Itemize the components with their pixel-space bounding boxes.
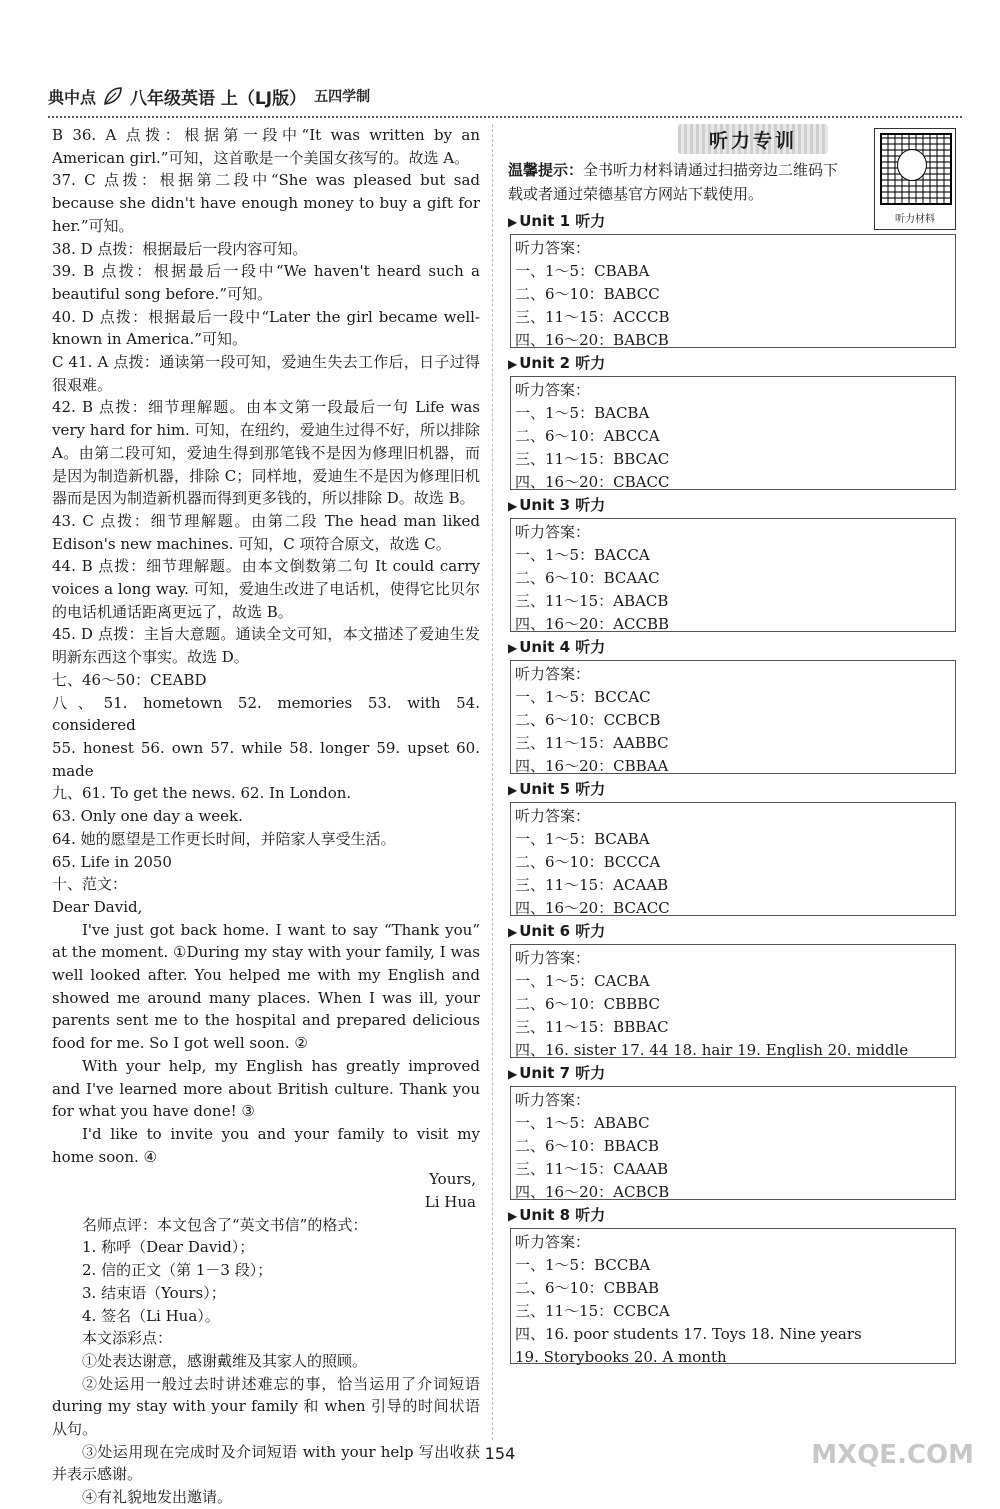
left-paragraph: ①处表达谢意，感谢戴维及其家人的照顾。	[82, 1351, 368, 1370]
unit-heading	[508, 776, 956, 802]
unit-title: Unit 5 听力	[519, 780, 606, 798]
answer-box	[510, 234, 956, 348]
section-title: 听力专训	[678, 124, 828, 154]
answer-line: 一、1～5：BCCBA	[515, 1256, 651, 1274]
unit-title: Unit 8 听力	[519, 1206, 606, 1224]
unit-block	[508, 634, 956, 774]
left-paragraph: 七、46～50：CEABD	[52, 670, 207, 689]
book-title: 八年级英语 上（LJ版）	[130, 88, 307, 109]
unit-heading	[508, 492, 956, 518]
header-divider	[48, 116, 962, 118]
left-paragraph: 65. Life in 2050	[52, 852, 172, 871]
answer-line: 四、16～20：CBBAA	[515, 757, 669, 775]
unit-block	[508, 918, 956, 1058]
tip-note	[508, 158, 848, 206]
triangle-icon: ▶	[508, 641, 518, 655]
left-paragraph: 名师点评：本文包含了“英文书信”的格式：	[82, 1215, 368, 1234]
left-paragraph: With your help, my English has greatly improved and I've learned more about British culture. Thank you for what you have done! ③	[52, 1056, 480, 1121]
triangle-icon: ▶	[508, 783, 518, 797]
answer-line: 三、11～15：ACCCB	[515, 308, 670, 326]
triangle-icon: ▶	[508, 1067, 518, 1081]
answer-line: 一、1～5：BCABA	[515, 830, 650, 848]
left-paragraph: 37. C 点拨：根据第二段中“She was pleased but sad because she didn't have enough money to buy a gift for her.”可知。	[52, 171, 480, 235]
answer-label: 听力答案：	[515, 807, 591, 825]
answer-line: 19. Storybooks 20. A month	[515, 1348, 727, 1366]
left-paragraph: 45. D 点拨：主旨大意题。通读全文可知，本文描述了爱迪生发明新东西这个事实。故选 D。	[52, 625, 480, 667]
left-paragraph: I'd like to invite you and your family to visit my home soon. ④	[52, 1124, 480, 1166]
unit-heading	[508, 634, 956, 660]
unit-heading	[508, 1202, 956, 1228]
answer-line: 一、1～5：BCCAC	[515, 688, 651, 706]
left-paragraph: 八、51. hometown 52. memories 53. with 54. considered	[52, 693, 480, 735]
triangle-icon: ▶	[508, 215, 518, 229]
left-paragraph: 4. 签名（Li Hua）。	[82, 1306, 220, 1325]
answer-line: 四、16～20：CBACC	[515, 473, 670, 491]
watermark: MXQE.COM	[811, 1440, 974, 1470]
left-paragraph: 64. 她的愿望是工作更长时间，并陪家人享受生活。	[52, 829, 396, 848]
triangle-icon: ▶	[508, 357, 518, 371]
unit-title: Unit 7 听力	[519, 1064, 606, 1082]
unit-heading	[508, 1060, 956, 1086]
answer-box	[510, 1228, 956, 1364]
leaf-icon	[102, 85, 124, 107]
answer-line: 三、11～15：CAAAB	[515, 1160, 669, 1178]
unit-title: Unit 2 听力	[519, 354, 606, 372]
book-subtitle: 五四学制	[314, 89, 371, 105]
answer-label: 听力答案：	[515, 239, 591, 257]
answer-label: 听力答案：	[515, 665, 591, 683]
answer-line: 四、16～20：BABCB	[515, 331, 669, 349]
left-paragraph: 42. B 点拨：细节理解题。由本文第一段最后一句 Life was very hard for him. 可知，在纽约，爱迪生过得不好，所以排除 A。由第二段可知，爱迪生得到那笔钱不是因为修理旧机器，而是因为制造新机器，排除 C；同样地，爱迪生不是因为修理旧机器而是因为制造新机器而得到更多钱的，所以排除 D。故选 B。	[52, 398, 480, 508]
answer-line: 四、16～20：ACBCB	[515, 1183, 670, 1201]
answer-explanations-column	[52, 124, 480, 1509]
left-paragraph: Yours,	[429, 1170, 476, 1189]
listening-answers-column	[508, 124, 956, 1364]
triangle-icon: ▶	[508, 1209, 518, 1223]
left-paragraph: Dear David,	[52, 897, 143, 916]
left-paragraph: 九、61. To get the news. 62. In London.	[52, 784, 352, 803]
answer-label: 听力答案：	[515, 949, 591, 967]
answer-line: 四、16～20：BCACC	[515, 899, 670, 917]
left-paragraph: 40. D 点拨：根据最后一段中“Later the girl became well-known in America.”可知。	[52, 307, 480, 349]
answer-label: 听力答案：	[515, 523, 591, 541]
answer-line: 一、1～5：ABABC	[515, 1114, 650, 1132]
answer-box	[510, 1086, 956, 1200]
unit-block	[508, 492, 956, 632]
answer-box	[510, 376, 956, 490]
left-paragraph: B 36. A 点拨：根据第一段中“It was written by an American girl.”可知，这首歌是一个美国女孩写的。故选 A。	[52, 126, 480, 167]
unit-title: Unit 1 听力	[519, 212, 606, 230]
left-paragraph: Li Hua	[424, 1193, 476, 1212]
page-number: 154	[484, 1444, 516, 1463]
book-logo: 典中点	[48, 87, 97, 107]
answer-line: 三、11～15：AABBC	[515, 734, 669, 752]
unit-block	[508, 776, 956, 916]
left-paragraph: ④有礼貌地发出邀请。	[82, 1488, 233, 1507]
answer-line: 一、1～5：CACBA	[515, 972, 650, 990]
left-paragraph: ②处运用一般过去时讲述难忘的事，恰当运用了介词短语 during my stay with your family 和 when 引导的时间状语从句。	[52, 1374, 480, 1439]
unit-heading	[508, 350, 956, 376]
answer-box	[510, 802, 956, 916]
answer-line: 三、11～15：ABACB	[515, 592, 669, 610]
answer-line: 二、6～10：ABCCA	[515, 427, 660, 445]
column-divider	[492, 124, 493, 1440]
left-paragraph: C 41. A 点拨：通读第一段可知，爱迪生失去工作后，日子过得很艰难。	[52, 353, 480, 394]
left-paragraph: 2. 信的正文（第 1－3 段）；	[82, 1261, 273, 1280]
answer-line: 一、1～5：BACBA	[515, 404, 650, 422]
answer-line: 二、6～10：BBACB	[515, 1137, 660, 1155]
answer-line: 二、6～10：BCCCA	[515, 853, 661, 871]
answer-line: 二、6～10：CCBCB	[515, 711, 661, 729]
unit-block	[508, 1202, 956, 1364]
answer-line: 一、1～5：CBABA	[515, 262, 650, 280]
left-paragraph: 38. D 点拨：根据最后一段内容可知。	[52, 239, 308, 258]
unit-block	[508, 1060, 956, 1200]
answer-line: 二、6～10：BABCC	[515, 285, 660, 303]
triangle-icon: ▶	[508, 925, 518, 939]
tip-label: 温馨提示：	[508, 161, 584, 179]
answer-box	[510, 660, 956, 774]
answer-line: 三、11～15：BBCAC	[515, 450, 670, 468]
left-paragraph: I've just got back home. I want to say “Thank you” at the moment. ①During my stay with your family, I was well looked after. You helped me with my English and showed me around many places. When I was ill, your parents sent me to the hospital and prepared delicious food for me. So I got well soon. ②	[52, 920, 480, 1053]
answer-label: 听力答案：	[515, 381, 591, 399]
answer-line: 二、6～10：BCAAC	[515, 569, 660, 587]
tip-text: 全书听力材料请通过扫描旁边二维码下载或者通过荣德基官方网站下载使用。	[508, 161, 839, 203]
answer-line: 四、16. sister 17. 44 18. hair 19. English 20. middle	[515, 1041, 909, 1059]
left-paragraph: 1. 称呼（Dear David）；	[82, 1238, 255, 1257]
unit-title: Unit 6 听力	[519, 922, 606, 940]
unit-title: Unit 4 听力	[519, 638, 606, 656]
triangle-icon: ▶	[508, 499, 518, 513]
answer-box	[510, 518, 956, 632]
unit-heading	[508, 918, 956, 944]
portrait-icon	[897, 149, 927, 181]
answer-line: 二、6～10：CBBAB	[515, 1279, 660, 1297]
answer-line: 三、11～15：BBBAC	[515, 1018, 669, 1036]
answer-line: 三、11～15：ACAAB	[515, 876, 669, 894]
answer-label: 听力答案：	[515, 1233, 591, 1251]
page-header	[48, 80, 370, 112]
answer-label: 听力答案：	[515, 1091, 591, 1109]
unit-block	[508, 350, 956, 490]
answer-line: 二、6～10：CBBBC	[515, 995, 660, 1013]
answer-line: 一、1～5：BACCA	[515, 546, 650, 564]
left-paragraph: 39. B 点拨：根据最后一段中“We haven't heard such a beautiful song before.”可知。	[52, 262, 480, 303]
left-paragraph: 本文添彩点：	[82, 1329, 173, 1348]
answer-line: 三、11～15：CCBCA	[515, 1302, 670, 1320]
answer-line: 四、16～20：ACCBB	[515, 615, 670, 633]
left-paragraph: 十、范文：	[52, 875, 128, 894]
left-paragraph: ③处运用现在完成时及介词短语 with your help 写出收获并表示感谢。	[52, 1442, 480, 1484]
left-paragraph: 63. Only one day a week.	[52, 807, 243, 826]
qr-label: 听力材料	[895, 214, 935, 225]
qr-code[interactable]	[874, 128, 956, 230]
left-paragraph: 55. honest 56. own 57. while 58. longer 59. upset 60. made	[52, 738, 480, 780]
left-paragraph: 44. B 点拨：细节理解题。由本文倒数第二句 It could carry voices a long way. 可知，爱迪生改进了电话机，使得它比贝尔的电话机通话距离更远了，故选 B。	[52, 557, 480, 621]
left-paragraph: 43. C 点拨：细节理解题。由第二段 The head man liked Edison's new machines. 可知，C 项符合原文，故选 C。	[52, 511, 480, 553]
left-paragraph: 3. 结束语（Yours）；	[82, 1283, 226, 1302]
answer-line: 四、16. poor students 17. Toys 18. Nine years	[515, 1325, 862, 1343]
unit-list	[508, 208, 956, 1364]
unit-title: Unit 3 听力	[519, 496, 606, 514]
answer-box	[510, 944, 956, 1058]
